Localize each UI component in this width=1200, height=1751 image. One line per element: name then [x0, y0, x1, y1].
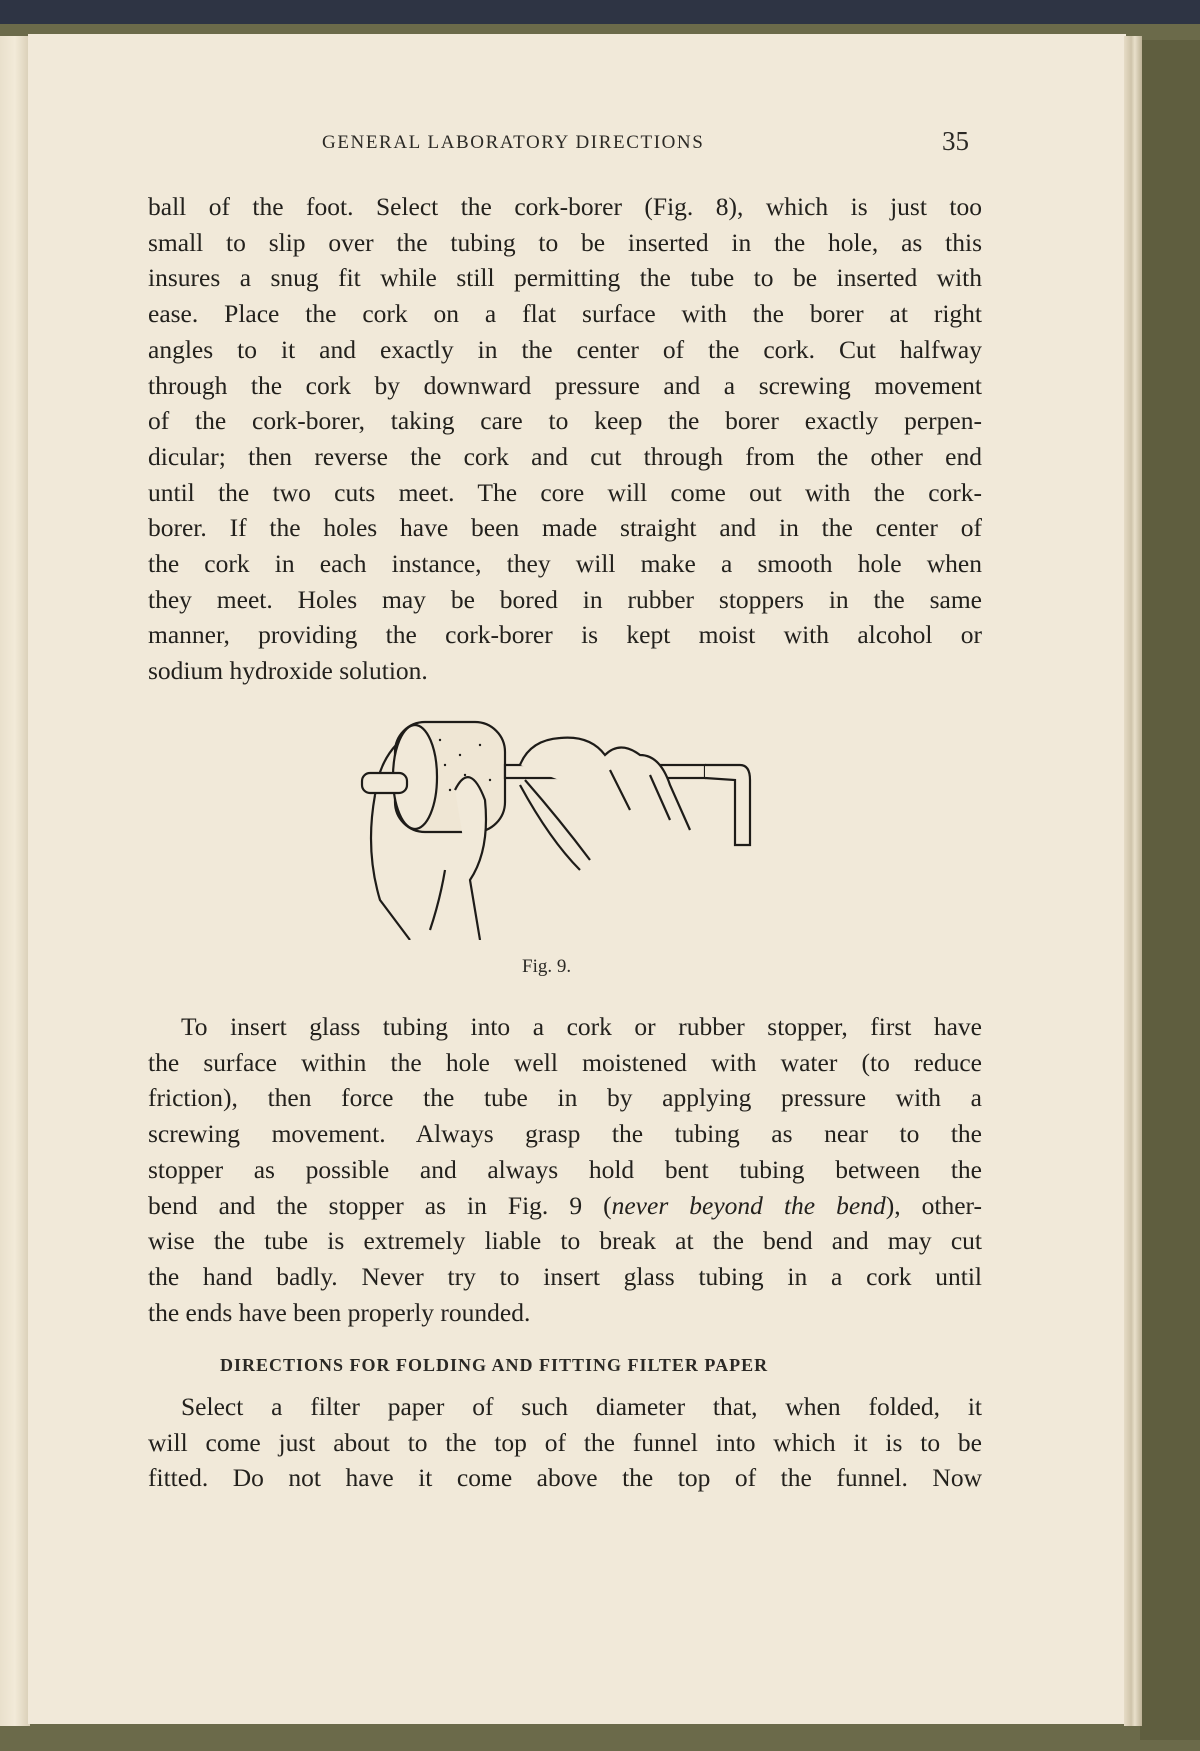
italic-text: never beyond the bend — [611, 1190, 886, 1220]
text-line: until the two cuts meet. The core will come out with the cork- — [148, 477, 982, 507]
text-line: through the cork by downward pressure and a screwing movement — [148, 370, 982, 400]
text-line: the cork in each instance, they will make a smooth hole when — [148, 549, 982, 578]
text-line: the surface within the hole well moistened with water (to reduce — [148, 1047, 982, 1077]
text-segment: ), other- — [885, 1190, 982, 1220]
running-title: GENERAL LABORATORY DIRECTIONS — [322, 132, 705, 153]
text-line: the ends have been properly rounded. — [148, 1297, 531, 1327]
text-line: small to slip over the tubing to be inserted in the hole, as this — [148, 227, 982, 257]
figure-9-illustration — [320, 700, 790, 940]
text-line: borer. If the holes have been made straight and in the center of — [148, 513, 982, 543]
text-line: of the cork-borer, taking care to keep the borer exactly perpen- — [148, 406, 982, 436]
text-line: manner, providing the cork-borer is kept moist with alcohol or — [148, 620, 982, 650]
text-line: wise the tube is extremely liable to break at the bend and may cut — [148, 1226, 982, 1256]
figure-caption: Fig. 9. — [522, 956, 572, 977]
text-line: screwing movement. Always grasp the tubing as near to the — [148, 1119, 982, 1149]
text-line: ease. Place the cork on a flat surface with the borer at right — [148, 299, 982, 329]
text-line — [148, 1191, 982, 1221]
page-edges — [1124, 36, 1142, 1726]
text-line: insures a snug fit while still permitting the tube to be inserted with — [148, 263, 982, 293]
text-line: Select a filter paper of such diameter that, when folded, it — [181, 1392, 982, 1421]
text-segment: bend and the stopper as in Fig. 9 ( — [148, 1190, 612, 1220]
text-line: fitted. Do not have it come above the top of the funnel. Now — [148, 1463, 982, 1493]
text-line: will come just about to the top of the funnel into which it is to be — [148, 1427, 982, 1457]
text-line: sodium hydroxide solution. — [148, 656, 428, 686]
text-line: they meet. Holes may be bored in rubber stoppers in the same — [148, 584, 982, 614]
text-line: angles to it and exactly in the center of the cork. Cut halfway — [148, 334, 982, 364]
text-line: friction), then force the tube in by applying pressure with a — [148, 1083, 982, 1113]
page-number: 35 — [942, 126, 969, 156]
book-cover-right — [1140, 40, 1200, 1740]
text-line: To insert glass tubing into a cork or rubber stopper, first have — [181, 1012, 982, 1041]
page-gutter — [0, 36, 30, 1726]
text-line: the hand badly. Never try to insert glass tubing in a cork until — [148, 1261, 982, 1291]
text-line: ball of the foot. Select the cork-borer (Fig. 8), which is just too — [148, 192, 982, 221]
section-heading: DIRECTIONS FOR FOLDING AND FITTING FILTER PAPER — [220, 1355, 769, 1375]
text-line: dicular; then reverse the cork and cut through from the other end — [148, 441, 982, 471]
text-line: stopper as possible and always hold bent tubing between the — [148, 1154, 982, 1184]
